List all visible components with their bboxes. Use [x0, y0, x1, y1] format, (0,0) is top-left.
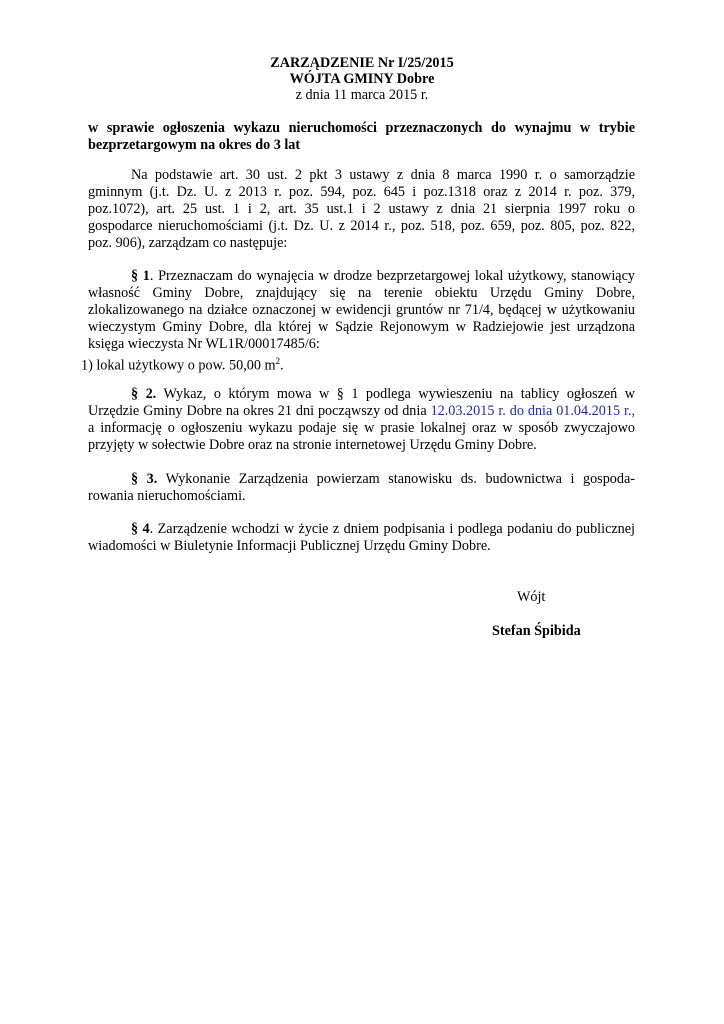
- section-1-mark: § 1: [131, 268, 150, 284]
- document-header: [0, 55, 724, 104]
- section-4-line: wiadomości w Biuletynie Informacji Publicznej Urzędu Gminy Dobre.: [88, 538, 491, 554]
- section-1-line: zlokalizowanego na działce oznaczonej w ewidencji gruntów nr 71/4, będącej w użytkowaniu: [88, 302, 635, 318]
- section-1-line: własność Gminy Dobre, znajdujący się na terenie obiektu Urzędu Gminy Dobre,: [88, 285, 635, 301]
- date-range: 12.03.2015 r. do dnia 01.04.2015 r.: [430, 403, 632, 419]
- subject-line: w sprawie ogłoszenia wykazu nieruchomości przeznaczonych do wynajmu w trybie: [88, 120, 635, 136]
- document-date: z dnia 11 marca 2015 r.: [295, 87, 429, 103]
- document-title: ZARZĄDZENIE Nr I/25/2015: [270, 55, 454, 71]
- date-range-end: ,: [631, 403, 635, 419]
- preamble-line: poz.1072), art. 25 ust. 1 i 2, art. 35 ust.1 i 2 ustawy z dnia 21 sierpnia 1997 roku o: [88, 201, 635, 217]
- section-3-line: [88, 471, 635, 488]
- preamble-line: gospodarce nieruchomościami (j.t. Dz. U. z 2014 r., poz. 518, poz. 659, poz. 805, poz. 822,: [88, 218, 635, 234]
- document-subject: [88, 120, 635, 154]
- preamble-line: gminnym (j.t. Dz. U. z 2013 r. poz. 594, poz. 645 i poz.1318 oraz z 2014 r. poz. 379,: [88, 184, 635, 200]
- section-2-text: Urzędzie Gminy Dobre na okres 21 dni począwszy od dnia: [88, 403, 431, 419]
- signature-name: Stefan Śpibida: [492, 623, 581, 639]
- section-2-line: [88, 386, 635, 403]
- preamble-paragraph: [88, 167, 635, 252]
- section-1-item: [81, 353, 628, 375]
- section-1-paragraph: [88, 268, 635, 353]
- lokal-item-end: .: [280, 357, 284, 374]
- section-1-line: wieczystym Gminy Dobre, dla której w Sądzie Rejonowym w Radziejowie jest urządzona: [88, 319, 635, 335]
- section-4-mark: § 4: [131, 521, 150, 537]
- section-1-line: [88, 268, 635, 285]
- section-1-text: . Przeznaczam do wynajęcia w drodze bezprzetargowej lokal użytkowy, stanowiący: [149, 268, 635, 284]
- section-4-text: . Zarządzenie wchodzi w życie z dniem podpisania i podlega podaniu do publicznej: [149, 521, 635, 537]
- section-3-mark: § 3.: [131, 471, 158, 487]
- section-2-line: [88, 403, 635, 420]
- preamble-line: poz. 906), zarządzam co następuje:: [88, 235, 288, 251]
- section-2-paragraph: [88, 386, 635, 454]
- section-2-line: przyjęty w sołectwie Dobre oraz na stronie internetowej Urzędu Gminy Dobre.: [88, 437, 537, 453]
- signature-role: Wójt: [517, 589, 546, 605]
- section-2-line: a informację o ogłoszeniu wykazu podaje się w prasie lokalnej oraz w sposób zwyczajowo: [88, 420, 635, 436]
- section-3-line: rowania nieruchomościami.: [88, 488, 246, 504]
- section-3-paragraph: [88, 471, 635, 505]
- section-2-text: Wykaz, o którym mowa w § 1 podlega wywieszeniu na tablicy ogłoszeń w: [156, 386, 636, 402]
- section-2-mark: § 2.: [131, 386, 157, 402]
- superscript: 2: [275, 356, 281, 366]
- document-issuer: WÓJTA GMINY Dobre: [289, 71, 435, 87]
- section-3-text: Wykonanie Zarządzenia powierzam stanowisku ds. budownictwa i gospoda-: [157, 471, 636, 487]
- section-1-line: księga wieczysta Nr WL1R/00017485/6:: [88, 336, 320, 352]
- subject-line: bezprzetargowym na okres do 3 lat: [88, 137, 301, 153]
- lokal-item-line: [81, 353, 628, 375]
- preamble-line: Na podstawie art. 30 ust. 2 pkt 3 ustawy z dnia 8 marca 1990 r. o samorządzie: [131, 167, 635, 183]
- section-4-paragraph: [88, 521, 635, 555]
- lokal-item-text: 1) lokal użytkowy o pow. 50,00 m: [81, 357, 276, 374]
- section-4-line: [88, 521, 635, 538]
